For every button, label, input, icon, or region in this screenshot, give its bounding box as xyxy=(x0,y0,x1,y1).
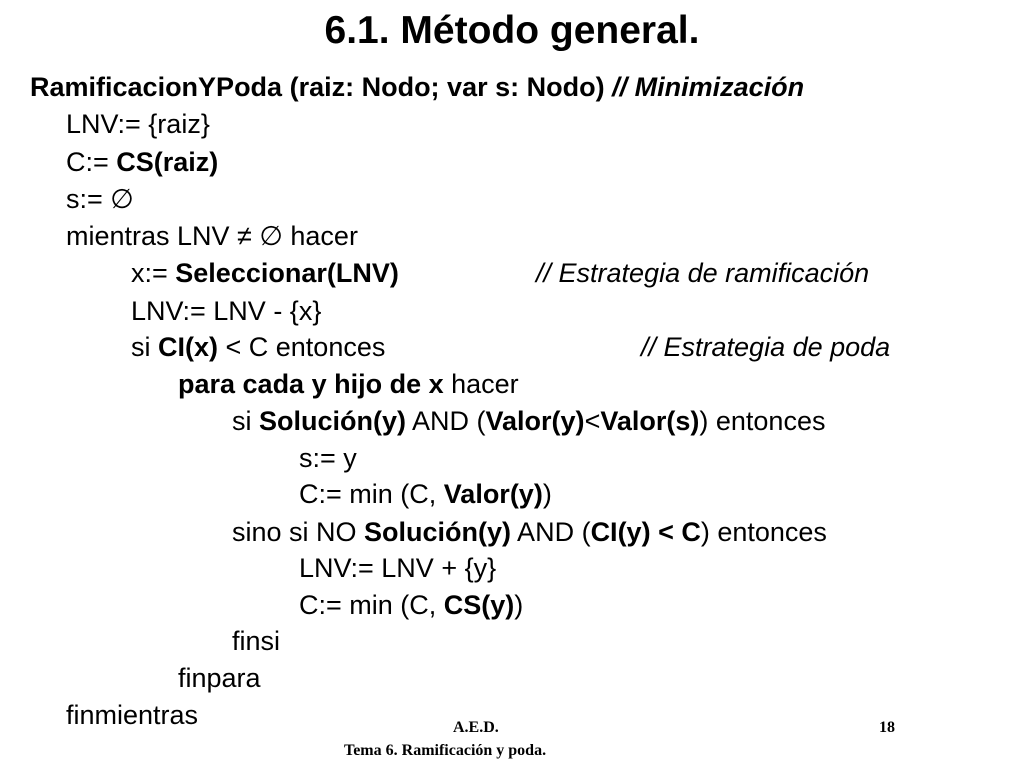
code-line-4: mientras LNV ≠ ∅ hacer xyxy=(66,221,358,251)
code-text: AND ( xyxy=(511,517,591,547)
code-line-9 xyxy=(232,404,825,438)
code-line-12 xyxy=(232,515,827,549)
code-keyword-phrase: para cada y hijo de x xyxy=(178,369,444,399)
code-text: x:= xyxy=(131,258,176,288)
code-text: ) xyxy=(514,590,524,620)
code-line-17: finmientras xyxy=(66,700,199,730)
signature-text: RamificacionYPoda (raiz: Nodo; var s: Nodo) xyxy=(30,72,605,102)
code-line-1: LNV:= {raiz} xyxy=(66,109,210,139)
code-line-13: LNV:= LNV + {y} xyxy=(299,553,497,583)
code-line-10: s:= y xyxy=(299,443,357,473)
code-text: < xyxy=(584,406,601,436)
slide-title: 6.1. Método general. xyxy=(324,9,700,52)
code-function: Seleccionar(LNV) xyxy=(175,258,399,288)
code-function: CS(y) xyxy=(443,590,515,620)
footer-course: A.E.D. xyxy=(453,719,499,736)
code-line-5 xyxy=(131,256,399,290)
comment-prefix: // xyxy=(641,332,664,362)
code-comment-pruning xyxy=(641,330,890,364)
footer-topic: Tema 6. Ramificación y poda. xyxy=(344,742,547,759)
code-text: AND ( xyxy=(406,406,486,436)
code-text: hacer xyxy=(443,369,519,399)
code-text: si xyxy=(131,332,158,362)
code-function: Valor(y) xyxy=(485,406,585,436)
code-comment-branching xyxy=(536,256,869,290)
comment-prefix: // xyxy=(536,258,559,288)
code-function: Solución(y) xyxy=(364,517,512,547)
code-line-8 xyxy=(178,367,519,401)
code-text: C:= xyxy=(66,147,117,177)
signature-comment: Minimización xyxy=(634,72,805,102)
code-line-3: s:= ∅ xyxy=(66,184,134,214)
signature-comment-prefix: // xyxy=(612,72,635,102)
code-line-14 xyxy=(299,588,523,622)
comment-text: Estrategia de ramificación xyxy=(558,258,870,288)
signature-line xyxy=(30,70,804,104)
code-text: ) entonces xyxy=(700,517,827,547)
code-line-11 xyxy=(299,477,552,511)
code-function: CS(raiz) xyxy=(116,147,219,177)
code-text: si xyxy=(232,406,259,436)
code-function: Solución(y) xyxy=(259,406,406,436)
code-line-7 xyxy=(131,330,385,364)
code-text: ) entonces xyxy=(699,406,826,436)
comment-text: Estrategia de poda xyxy=(663,332,891,362)
code-text: sino si NO xyxy=(232,517,365,547)
code-function: Valor(s) xyxy=(600,406,700,436)
code-text: < C entonces xyxy=(218,332,386,362)
code-function: CI(x) xyxy=(158,332,218,362)
code-line-16: finpara xyxy=(178,663,261,693)
footer-page-number: 18 xyxy=(879,719,895,736)
code-line-6: LNV:= LNV - {x} xyxy=(131,296,322,326)
code-function: CI(y) < C xyxy=(590,517,701,547)
code-text: ) xyxy=(542,479,552,509)
code-line-2 xyxy=(66,145,218,179)
code-text: C:= min (C, xyxy=(299,590,444,620)
code-text: C:= min (C, xyxy=(299,479,444,509)
code-function: Valor(y) xyxy=(443,479,543,509)
code-line-15: finsi xyxy=(232,626,281,656)
